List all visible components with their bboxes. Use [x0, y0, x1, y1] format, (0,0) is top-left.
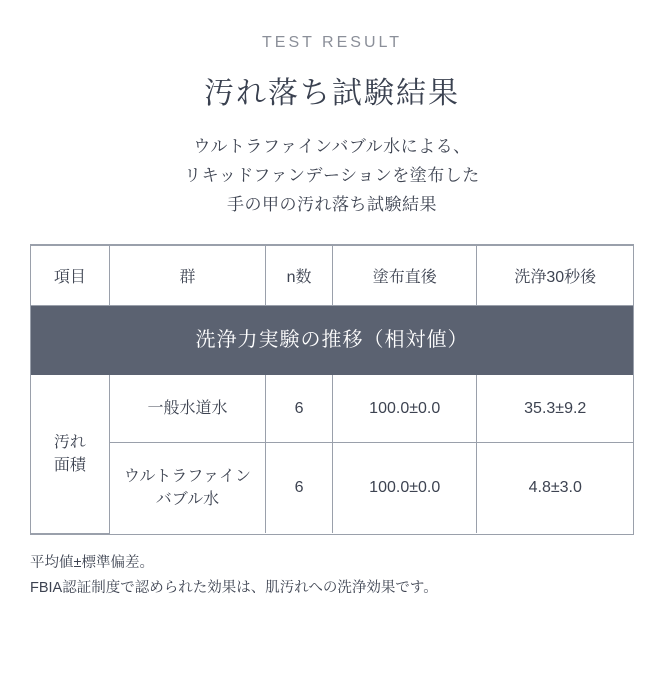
cell-group-ufb-line-1: ウルトラファイン	[123, 467, 252, 485]
lede-line-2: リキッドファンデーションを塗布した	[184, 166, 480, 186]
cell-group-tapwater: 一般水道水	[109, 375, 265, 443]
result-table	[31, 245, 633, 534]
result-table-container	[30, 244, 634, 535]
eyebrow-label: TEST RESULT	[262, 34, 402, 51]
table-header	[31, 245, 633, 305]
cell-group-ufb	[109, 442, 265, 533]
cell-after-apply-ufb: 100.0±0.0	[332, 442, 477, 533]
table-body	[31, 375, 633, 534]
table-title: 洗浄力実験の推移（相対値）	[31, 305, 633, 375]
footnote-line-2: FBIA認証制度で認められた効果は、肌汚れへの洗浄効果です。	[30, 580, 438, 597]
test-result-page	[0, 34, 664, 698]
row-header-line-2: 面積	[53, 456, 86, 474]
cell-after-wash-tapwater: 35.3±9.2	[477, 375, 633, 443]
cell-group-ufb-line-2: バブル水	[155, 491, 220, 509]
cell-after-wash-ufb: 4.8±3.0	[528, 479, 582, 497]
footnotes	[30, 551, 634, 602]
cell-after-apply-tapwater: 100.0±0.0	[332, 375, 477, 443]
row-header-dirty-area	[31, 375, 109, 534]
table-title-row	[31, 305, 633, 375]
cell-n-tapwater: 6	[266, 375, 333, 443]
lede-paragraph	[0, 132, 664, 220]
footnote-line-1: 平均値±標準偏差。	[30, 554, 154, 571]
table-row	[31, 442, 633, 533]
table-row	[31, 375, 633, 443]
column-header-n: n数	[266, 245, 333, 305]
column-header-after-apply: 塗布直後	[332, 245, 477, 305]
cell-n-ufb: 6	[266, 442, 333, 533]
row-header-line-1: 汚れ	[53, 433, 86, 451]
column-header-item: 項目	[31, 245, 109, 305]
page-title: 汚れ落ち試験結果	[204, 77, 460, 110]
lede-line-1: ウルトラファインバブル水による、	[193, 137, 471, 156]
column-header-group: 群	[109, 245, 265, 305]
lede-line-3: 手の甲の汚れ落ち試験結果	[227, 195, 437, 215]
table-header-row	[31, 245, 633, 305]
column-header-after-wash: 洗浄30秒後	[477, 245, 633, 305]
